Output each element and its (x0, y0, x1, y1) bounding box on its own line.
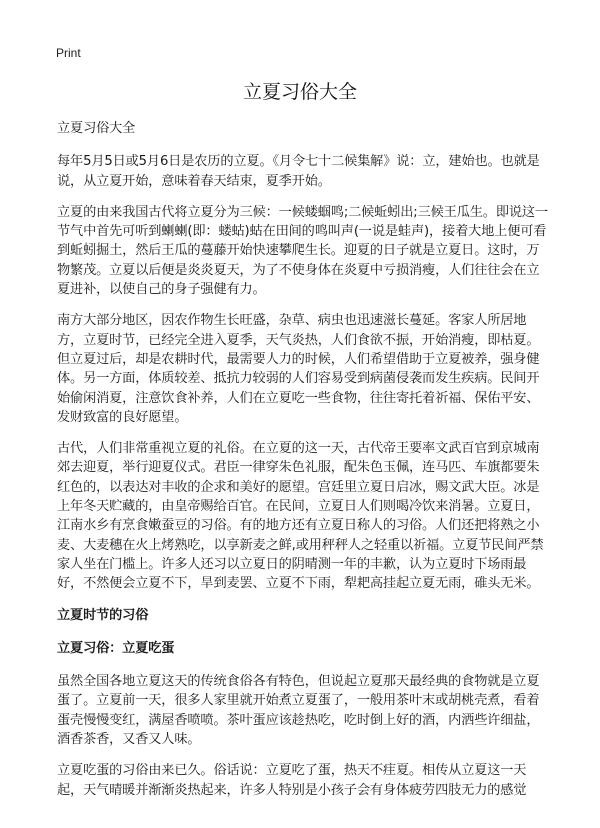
paragraph-origin: 立夏的由来我国古代将立夏分为三候：一候蝼蝈鸣;二候蚯蚓出;三候王瓜生。即说这一节气中首先可听到蝲蝲(即：蝼蛄)蛄在田间的鸣叫声(一说是蛙声)，接着大地上便可看到蚯蚓掘土，然后王瓜的蔓藤开始快速攀爬生长。迎夏的日子就是立夏日。这时，万物繁茂。立夏以后便是炎炎夏天，为了不使身体在炎夏中亏损消瘦，人们往往会在立夏进补，以使自己的身子强健有力。 (57, 204, 548, 298)
paragraph-egg-origin: 立夏吃蛋的习俗由来已久。俗话说：立夏吃了蛋，热天不疰夏。相传从立夏这一天起，天气晴暖并渐渐炎热起来，许多人特别是小孩子会有身体疲劳四肢无力的感觉 (57, 763, 527, 798)
paragraph-south: 南方大部分地区，因农作物生长旺盛，杂草、病虫也迅速滋长蔓延。客家人所居地方，立夏时节，已经完全进入夏季，天气炎热，人们食欲不振，开始消瘦，即枯夏。但立夏过后，却是农耕时代，最需要人力的时候，人们希望借助于立夏被养，强身健体。另一方面，体质较差、抵抗力较弱的人们容易受到病菌侵袭而发生疾病。民间开始偷闲消夏，注意饮食补养，人们在立夏吃一些食物，往往寄托着祈福、保佑平安、发财致富的良好愿望。 (57, 313, 540, 425)
print-link[interactable]: Print (56, 46, 81, 60)
article-body (57, 119, 549, 812)
page-title: 立夏习俗大全 (242, 81, 357, 103)
paragraph-egg: 虽然全国各地立夏这天的传统食俗各有特色，但说起立夏那天最经典的食物就是立夏蛋了。立夏前一天，很多人家里就开始煮立夏蛋了，一般用茶叶末或胡桃壳煮，看着蛋壳慢慢变红，满屋香喷喷。茶叶蛋应该趁热吃，吃时倒上好的酒，内洒些许细盐，酒香茶香，又香又人味。 (57, 674, 540, 748)
subsection-heading: 立夏习俗：立夏吃蛋 (57, 640, 175, 656)
section-heading: 立夏时节的习俗 (57, 607, 149, 623)
paragraph-ancient: 古代，人们非常重视立夏的礼俗。在立夏的这一天，古代帝王要率文武百官到京城南郊去迎夏，举行迎夏仪式。君臣一律穿朱色礼服，配朱色玉佩，连马匹、车旗都要朱红色的，以表达对丰收的企求和美好的愿望。宫廷里立夏日启冰，赐文武大臣。冰是上年冬天贮藏的，由皇帝赐给百官。在民间，立夏日人们则喝冷饮来消暑。立夏日，江南水乡有烹食嫩蚕豆的习俗。有的地方还有立夏日称人的习俗。人们还把将熟之小麦、大麦穗在火上烤熟吃，以享新麦之鲜,或用秤秤人之轻重以祈福。立夏节民间严禁家人坐在门槛上。许多人还习以立夏日的阴晴测一年的丰歉，认为立夏时下场雨最好，不然便会立夏不下，旱到麦罢、立夏不下雨，犁耙高挂起立夏无雨，碓头无米。 (57, 441, 544, 592)
paragraph-intro: 每年5月5日或5月6日是农历的立夏。《月令七十二候集解》说：立，建始也。也就是说，从立夏开始，意味着春天结束，夏季开始。 (57, 154, 540, 189)
article-subtitle: 立夏习俗大全 (57, 121, 136, 136)
